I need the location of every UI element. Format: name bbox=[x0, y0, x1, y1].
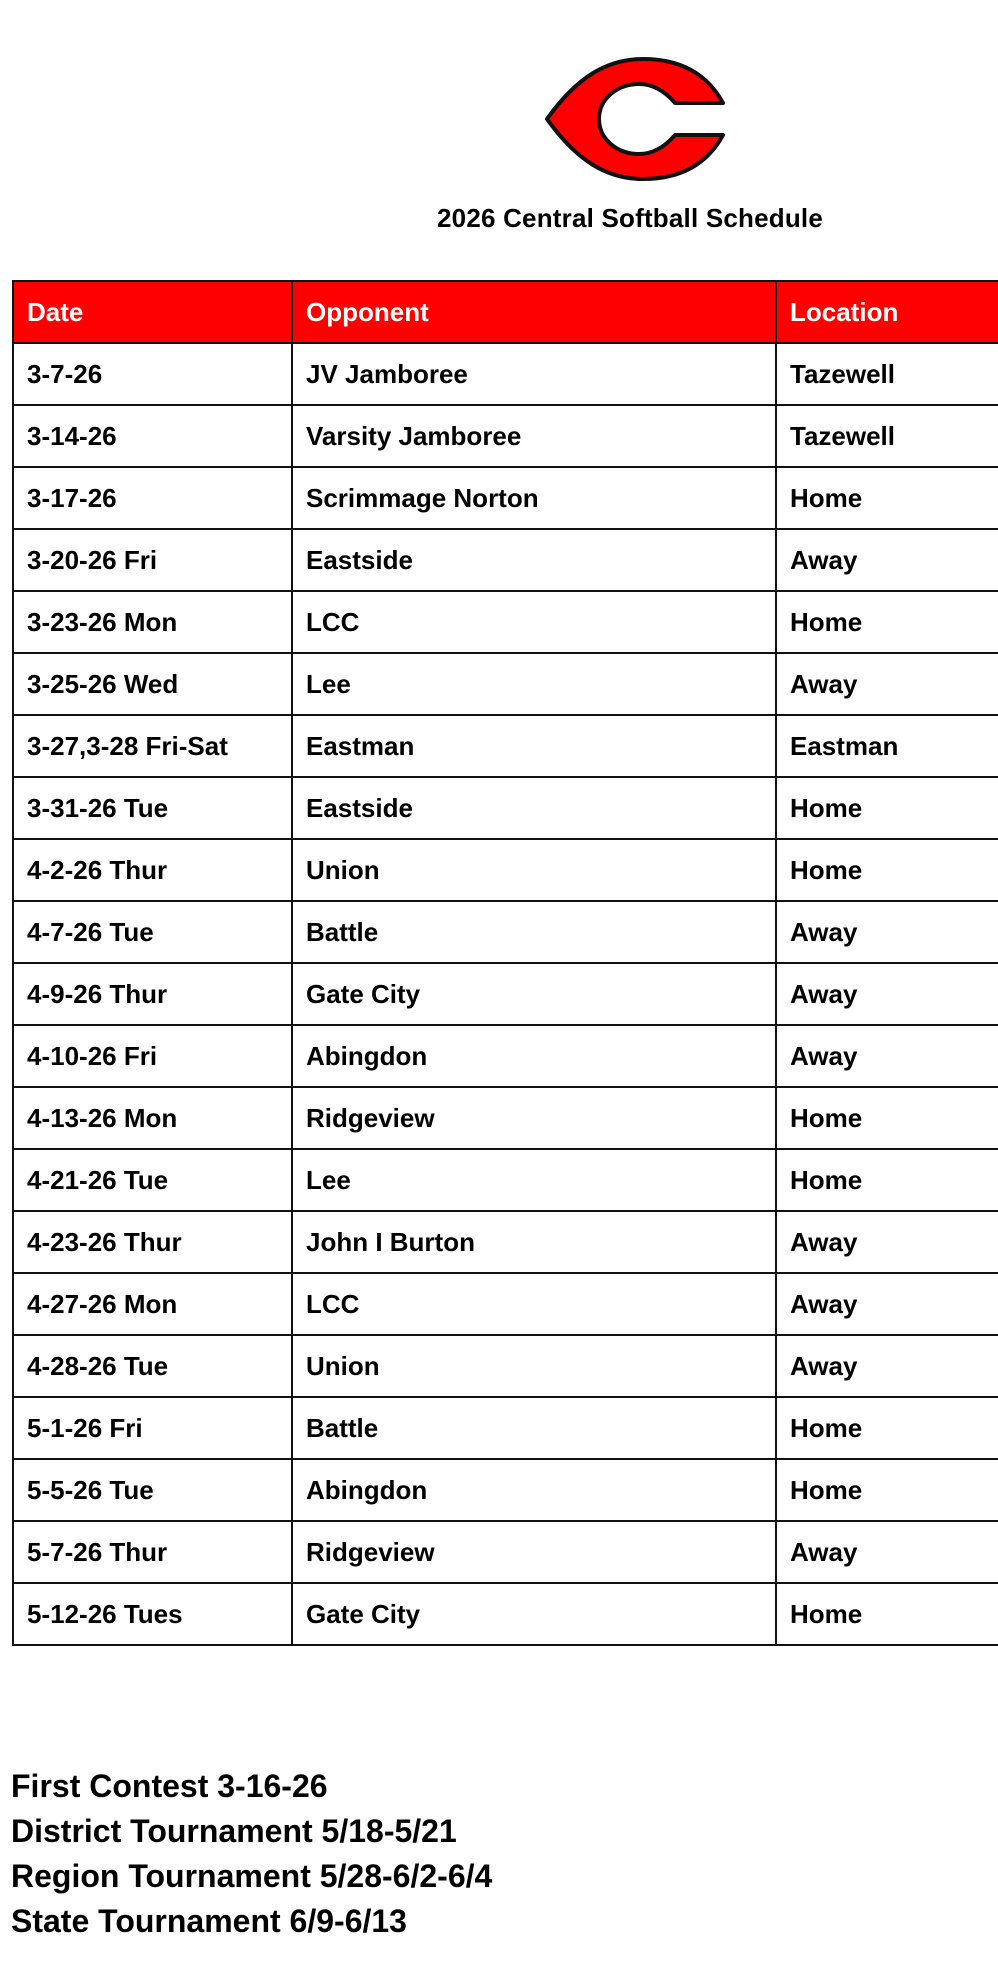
location-cell: Tazewell bbox=[776, 343, 998, 405]
opponent-cell: Battle bbox=[292, 1397, 776, 1459]
table-row bbox=[13, 901, 998, 963]
opponent-cell: LCC bbox=[292, 591, 776, 653]
date-cell: 3-31-26 Tue bbox=[13, 777, 292, 839]
date-cell: 4-10-26 Fri bbox=[13, 1025, 292, 1087]
note-first-contest: First Contest 3-16-26 bbox=[11, 1768, 328, 1804]
opponent-cell: Union bbox=[292, 839, 776, 901]
location-cell: Away bbox=[776, 1521, 998, 1583]
opponent-cell: Abingdon bbox=[292, 1459, 776, 1521]
note-district-tournament: District Tournament 5/18-5/21 bbox=[11, 1813, 457, 1849]
opponent-cell: Scrimmage Norton bbox=[292, 467, 776, 529]
date-cell: 5-12-26 Tues bbox=[13, 1583, 292, 1645]
date-cell: 3-27,3-28 Fri-Sat bbox=[13, 715, 292, 777]
column-header-date: Date bbox=[13, 281, 292, 343]
location-cell: Home bbox=[776, 1149, 998, 1211]
table-row bbox=[13, 1087, 998, 1149]
date-cell: 3-7-26 bbox=[13, 343, 292, 405]
table-row bbox=[13, 1025, 998, 1087]
table-row bbox=[13, 343, 998, 405]
note-state-tournament: State Tournament 6/9-6/13 bbox=[11, 1903, 407, 1939]
table-row bbox=[13, 529, 998, 591]
date-cell: 4-7-26 Tue bbox=[13, 901, 292, 963]
schedule-table bbox=[12, 280, 998, 1646]
date-cell: 3-17-26 bbox=[13, 467, 292, 529]
date-cell: 4-13-26 Mon bbox=[13, 1087, 292, 1149]
opponent-cell: LCC bbox=[292, 1273, 776, 1335]
opponent-cell: Lee bbox=[292, 1149, 776, 1211]
location-cell: Home bbox=[776, 1583, 998, 1645]
location-cell: Home bbox=[776, 467, 998, 529]
date-cell: 3-14-26 bbox=[13, 405, 292, 467]
table-row bbox=[13, 839, 998, 901]
table-row bbox=[13, 715, 998, 777]
date-cell: 4-27-26 Mon bbox=[13, 1273, 292, 1335]
table-row bbox=[13, 591, 998, 653]
opponent-cell: John I Burton bbox=[292, 1211, 776, 1273]
table-row bbox=[13, 1211, 998, 1273]
opponent-cell: Ridgeview bbox=[292, 1087, 776, 1149]
date-cell: 4-23-26 Thur bbox=[13, 1211, 292, 1273]
note-region-tournament: Region Tournament 5/28-6/2-6/4 bbox=[11, 1858, 493, 1894]
table-row bbox=[13, 1149, 998, 1211]
location-cell: Home bbox=[776, 591, 998, 653]
page-title: 2026 Central Softball Schedule bbox=[437, 203, 824, 233]
opponent-cell: Eastside bbox=[292, 777, 776, 839]
location-cell: Away bbox=[776, 1273, 998, 1335]
table-row bbox=[13, 1521, 998, 1583]
opponent-cell: Gate City bbox=[292, 1583, 776, 1645]
column-header-location: Location bbox=[776, 281, 998, 343]
location-cell: Away bbox=[776, 963, 998, 1025]
table-row bbox=[13, 1583, 998, 1645]
date-cell: 4-28-26 Tue bbox=[13, 1335, 292, 1397]
date-cell: 5-7-26 Thur bbox=[13, 1521, 292, 1583]
date-cell: 5-5-26 Tue bbox=[13, 1459, 292, 1521]
location-cell: Home bbox=[776, 777, 998, 839]
opponent-cell: Gate City bbox=[292, 963, 776, 1025]
opponent-cell: Varsity Jamboree bbox=[292, 405, 776, 467]
date-cell: 4-9-26 Thur bbox=[13, 963, 292, 1025]
location-cell: Away bbox=[776, 1335, 998, 1397]
location-cell: Home bbox=[776, 839, 998, 901]
table-row bbox=[13, 1397, 998, 1459]
table-row bbox=[13, 963, 998, 1025]
central-c-logo-icon bbox=[545, 55, 727, 183]
table-row bbox=[13, 653, 998, 715]
table-header-row bbox=[13, 281, 998, 343]
location-cell: Home bbox=[776, 1087, 998, 1149]
opponent-cell: Lee bbox=[292, 653, 776, 715]
location-cell: Away bbox=[776, 653, 998, 715]
opponent-cell: Eastside bbox=[292, 529, 776, 591]
date-cell: 3-20-26 Fri bbox=[13, 529, 292, 591]
table-row bbox=[13, 777, 998, 839]
table-row bbox=[13, 1335, 998, 1397]
opponent-cell: Union bbox=[292, 1335, 776, 1397]
table-row bbox=[13, 467, 998, 529]
location-cell: Home bbox=[776, 1459, 998, 1521]
tournament-notes bbox=[11, 1764, 492, 1944]
location-cell: Away bbox=[776, 529, 998, 591]
opponent-cell: JV Jamboree bbox=[292, 343, 776, 405]
table-row bbox=[13, 1459, 998, 1521]
date-cell: 3-25-26 Wed bbox=[13, 653, 292, 715]
opponent-cell: Abingdon bbox=[292, 1025, 776, 1087]
opponent-cell: Battle bbox=[292, 901, 776, 963]
column-header-opponent: Opponent bbox=[292, 281, 776, 343]
table-row bbox=[13, 1273, 998, 1335]
location-cell: Eastman bbox=[776, 715, 998, 777]
location-cell: Away bbox=[776, 1025, 998, 1087]
date-cell: 3-23-26 Mon bbox=[13, 591, 292, 653]
date-cell: 4-2-26 Thur bbox=[13, 839, 292, 901]
table-row bbox=[13, 405, 998, 467]
location-cell: Away bbox=[776, 901, 998, 963]
date-cell: 4-21-26 Tue bbox=[13, 1149, 292, 1211]
location-cell: Home bbox=[776, 1397, 998, 1459]
opponent-cell: Ridgeview bbox=[292, 1521, 776, 1583]
opponent-cell: Eastman bbox=[292, 715, 776, 777]
location-cell: Away bbox=[776, 1211, 998, 1273]
date-cell: 5-1-26 Fri bbox=[13, 1397, 292, 1459]
location-cell: Tazewell bbox=[776, 405, 998, 467]
